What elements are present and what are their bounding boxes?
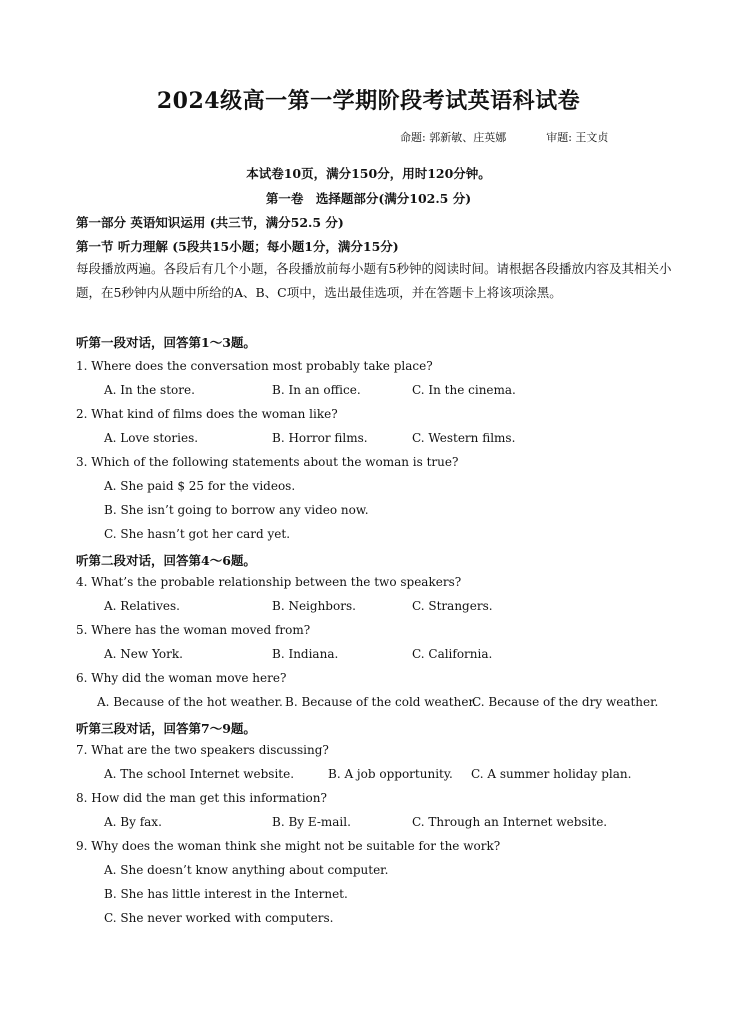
option: C. Through an Internet website. [412, 815, 608, 829]
option: C. In the cinema. [412, 383, 516, 397]
option: B. Indiana. [272, 647, 339, 661]
question: 7. What are the two speakers discussing? [76, 743, 329, 757]
dialogue-heading: 听第一段对话，回答第1～3题。 [76, 335, 256, 350]
option: B. In an office. [272, 383, 361, 397]
option: A. Relatives. [104, 599, 180, 613]
reviewer: 审题: 王文贞 [546, 131, 609, 144]
option: A. Love stories. [104, 431, 199, 445]
option: A. Because of the hot weather. [97, 695, 283, 709]
option: A. She paid $ 25 for the videos. [104, 479, 296, 493]
setters: 命题: 郭新敏、庄英娜 [400, 131, 507, 144]
part1-heading: 第一部分 英语知识运用 (共三节，满分52.5 分) [76, 215, 344, 230]
option: B. Neighbors. [272, 599, 356, 613]
option: C. She hasn’t got her card yet. [104, 527, 291, 541]
option: A. In the store. [104, 383, 195, 397]
option: B. By E-mail. [272, 815, 351, 829]
option: C. California. [412, 647, 493, 661]
question: 6. Why did the woman move here? [76, 671, 287, 685]
volume-title: 第一卷 选择题部分(满分102.5 分) [265, 191, 472, 206]
page-title: 2024级高一第一学期阶段考试英语科试卷 [156, 88, 581, 114]
dialogue-heading: 听第二段对话，回答第4～6题。 [76, 553, 256, 568]
option: C. Because of the dry weather. [472, 695, 659, 709]
option: C. A summer holiday plan. [471, 767, 632, 781]
question: 5. Where has the woman moved from? [76, 623, 311, 637]
option: C. She never worked with computers. [104, 911, 334, 925]
option: A. She doesn’t know anything about computer. [104, 863, 389, 877]
question: 1. Where does the conversation most probably take place? [76, 359, 433, 373]
option: B. Horror films. [272, 431, 368, 445]
question: 8. How did the man get this information? [76, 791, 327, 805]
question: 2. What kind of films does the woman like? [76, 407, 338, 421]
option: B. She isn’t going to borrow any video now. [104, 503, 369, 517]
option: B. She has little interest in the Internet. [104, 887, 348, 901]
option: A. The school Internet website. [104, 767, 295, 781]
option: C. Strangers. [412, 599, 493, 613]
question: 3. Which of the following statements about the woman is true? [76, 455, 459, 469]
option: C. Western films. [412, 431, 516, 445]
exam-info: 本试卷10页，满分150分，用时120分钟。 [246, 166, 491, 181]
authors-line [400, 129, 608, 145]
question: 4. What’s the probable relationship between the two speakers? [76, 575, 462, 589]
instructions: 每段播放两遍。各段后有几个小题，各段播放前每小题有5秒钟的阅读时间。请根据各段播放内容及其相关小题，在5秒钟内从题中所给的A、B、C项中，选出最佳选项，并在答题卡上将该项涂黑。 [76, 261, 672, 300]
dialogue-heading: 听第三段对话，回答第7～9题。 [76, 721, 256, 736]
option: B. A job opportunity. [328, 767, 453, 781]
section1-heading: 第一节 听力理解 (5段共15小题；每小题1分，满分15分) [76, 239, 399, 254]
option: A. New York. [104, 647, 183, 661]
option: A. By fax. [104, 815, 162, 829]
question: 9. Why does the woman think she might not be suitable for the work? [76, 839, 501, 853]
option: B. Because of the cold weather. [285, 695, 477, 709]
